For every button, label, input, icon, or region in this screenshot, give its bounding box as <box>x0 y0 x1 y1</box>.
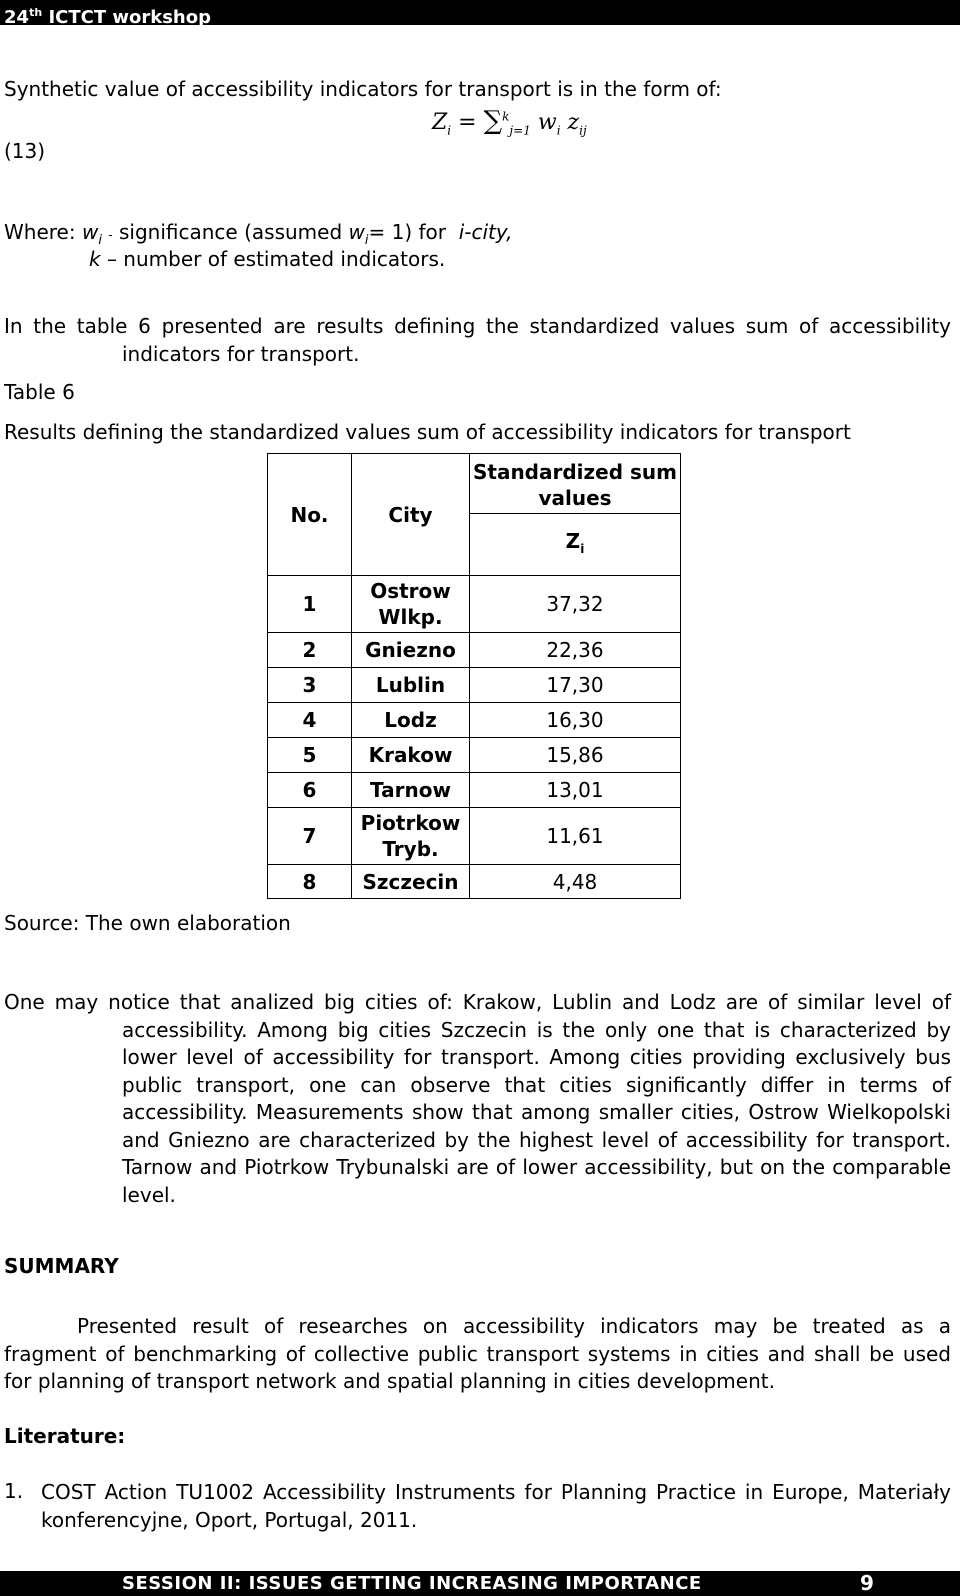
literature-item-text: COST Action TU1002 Accessibility Instruments for Planning Practice in Europe, Materiały konferencyjne, Oport, Portugal, 2011. <box>41 1480 951 1532</box>
sum-symbol: ∑ <box>483 106 503 136</box>
header-ordinal-suffix: th <box>29 6 43 19</box>
header-zi: $Z_i$ <box>470 514 681 576</box>
table-caption: Results defining the standardized values sum of accessibility indicators for transport <box>4 420 851 444</box>
header-std: Standardized sum values <box>470 454 681 514</box>
table-row: 5 Krakow 15,86 <box>268 738 681 773</box>
table-row: 2 Gniezno 22,36 <box>268 633 681 668</box>
summary-heading: SUMMARY <box>4 1254 119 1278</box>
table-row: 8 Szczecin 4,48 <box>268 865 681 899</box>
table-row: 3 Lublin 17,30 <box>268 668 681 703</box>
header-no: No. <box>268 454 352 576</box>
table-label: Table 6 <box>4 380 75 404</box>
table-row: 6 Tarnow 13,01 <box>268 773 681 808</box>
where-line-1: Where: $w_i$ - significance (assumed $w_i= 1$) for i-city, <box>4 220 513 248</box>
results-table <box>267 453 681 899</box>
table-source: Source: The own elaboration <box>4 911 291 935</box>
running-header <box>0 0 960 28</box>
footer-session-title: SESSION II: ISSUES GETTING INCREASING IMPORTANCE <box>122 1573 702 1594</box>
literature-item-number: 1. <box>4 1479 24 1503</box>
literature-heading: Literature: <box>4 1424 126 1448</box>
where-line-2: k – number of estimated indicators. <box>89 247 446 271</box>
header-city: City <box>352 454 470 576</box>
discussion-paragraph: One may notice that analized big cities of: Krakow, Lublin and Lodz are of similar level of accessibility. Among big cities Szczecin is the only one that is characterized by lower level of accessibility for transport. Among cities providing exclusively bus public transport, one can observe that cities significantly differ in terms of accessibility. Measurements show that among smaller cities, Ostrow Wielkopolski and Gniezno are characterized by the highest level of accessibility for transport. Tarnow and Piotrkow Trybunalski are of lower accessibility, but on the comparable level. <box>4 990 951 1207</box>
summary-paragraph: Presented result of researches on accessibility indicators may be treated as a fragment of benchmarking of collective public transport systems in cities and shall be used for planning of transport network and spatial planning in cities development. <box>4 1314 951 1393</box>
table-intro-paragraph: In the table 6 presented are results defining the standardized values sum of accessibility indicators for transport. <box>4 314 951 366</box>
header-title: ICTCT workshop <box>48 7 211 28</box>
running-footer <box>0 1571 960 1596</box>
formula: $Z_i = \sum^k_{j=1}$ $w_i$ $z_{ij}$ <box>432 106 587 138</box>
intro-line: Synthetic value of accessibility indicators for transport is in the form of: <box>4 77 722 101</box>
table-row: 1 Ostrow Wlkp. 37,32 <box>268 576 681 633</box>
equation-number: (13) <box>4 139 46 163</box>
table-row: 4 Lodz 16,30 <box>268 703 681 738</box>
table-row: 7 Piotrkow Tryb. 11,61 <box>268 808 681 865</box>
page-number: 9 <box>860 1571 874 1595</box>
header-workshop-number: 24 <box>4 7 30 28</box>
